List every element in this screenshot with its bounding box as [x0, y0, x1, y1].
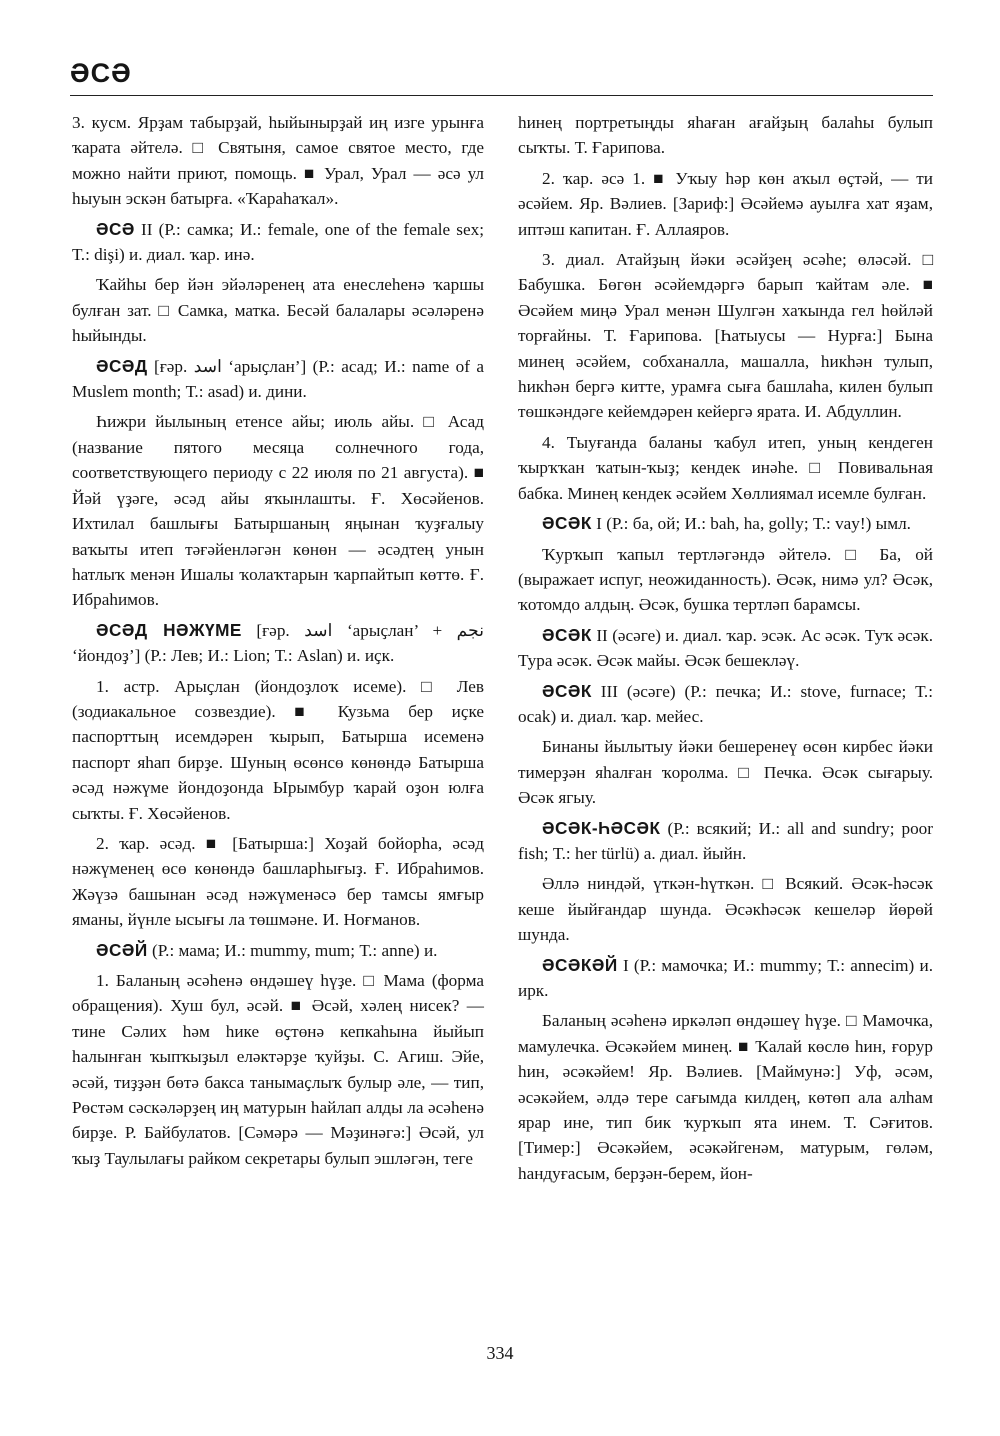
right-paragraph	[518, 430, 933, 506]
right-paragraph	[518, 247, 933, 425]
right-paragraph	[518, 542, 933, 618]
entry-text: һинең портретыңды яһаған ағайҙың балаһы булып сыҡты. Т. Ғарипова.	[518, 113, 933, 158]
entry-text: I (Р.: ба, ой; И.: bah, ha, golly; Т.: vay!) ымл.	[591, 514, 911, 534]
left-paragraph	[72, 272, 484, 348]
left-paragraph	[72, 968, 484, 1171]
entry-text: III (әсәге) (Р.: печка; И.: stove, furnace; Т.: ocak) и. диал. ҡар. мейес.	[518, 681, 933, 726]
entry-text: Бинаны йылытыу йәки бешеренеү өсөн кирбес йәки тимерҙән яһалған ҡоролма. □ Печка. Әсәк сығарыу. Әсәк ягыу.	[518, 737, 933, 808]
headword: ӘСӘ	[96, 218, 135, 239]
left-entry	[72, 354, 484, 405]
right-paragraph	[518, 166, 933, 242]
entry-text: [ғәр. اسد ‘арыҫлан’] (Р.: асад; И.: name of a Muslem month; Т.: asad) и. дини.	[72, 356, 484, 402]
entry-text: 1. астр. Арыҫлан (йондоҙлоҡ исеме). □ Лев (зодиакальное созвездие). ■ Кузьма бер иҫке паспорттың исемдәрен ҡырып, Батырша исеменә паспорт яһап бирҙе. Шуның өсөнсө көнөндә Батырша әсәд нәжүме йондоҙонда Ырымбур ҡарай оҙон юлға сыҡты. Ғ. Хөсәйенов.	[72, 676, 484, 823]
entry-text: II (Р.: самка; И.: female, one of the female sex; Т.: dişi) и. диал. ҡар. инә.	[72, 219, 484, 265]
right-column	[518, 110, 933, 1191]
entry-text: Әллә ниндәй, үткән-һүткән. □ Всякий. Әсәк-һәсәк кеше йыйғандар шунда. Әсәкһәсәк кешеләр йөрөй шунда.	[518, 874, 933, 945]
right-entry	[518, 816, 933, 867]
left-paragraph	[72, 831, 484, 933]
right-paragraph	[518, 871, 933, 947]
entry-text: 1. Баланың әсәһенә өндәшеү һүҙе. □ Мама (форма обращения). Хуш бул, әсәй. ■ Әсәй, хәлең нисек? — тине Сәлих һәм һике өҫтөнә кепкаһына йыйып һалынған ҡыпҡыҙыл еләктәрҙе ҡуйҙы. С. Агиш. Эйе, әсәй, тиҙҙән бөтә бакса танымаҫлыҡ булыр әле, — тип, Рөстәм сәскәләрҙең иң матурын һайлап алды ла әсәһенә бирҙе. Р. Байбулатов. [Сәмәрә — Мәҙинәгә:] Әсәй, ул ҡыҙ Таулылағы райком секретары булып эшләгән, теге	[72, 971, 484, 1168]
left-entry	[72, 618, 484, 669]
entry-text: (Р.: мама; И.: mummy, mum; Т.: anne) и.	[147, 940, 438, 960]
entry-text: 2. ҡар. әсәд. ■ [Батырша:] Хоҙай бойорһа, әсәд нәжүменең өсө көнөндә башларһығыҙ. Ғ. Ибраһимов. Жәүзә башынан әсәд нәжүменәсә бер тамсы ямғыр яманы, йүнле ысығы ла төшмәне. И. Ноғманов.	[72, 833, 484, 930]
left-paragraph	[72, 110, 484, 212]
entry-text: [ғәр. اسد ‘арыҫлан’ + نجم ‘йондоҙ’] (Р.: Лев; И.: Lion; Т.: Aslan) и. иҫк.	[72, 620, 484, 666]
entry-text: II (әсәге) и. диал. ҡар. эсәк. Ас әсәк. Туҡ әсәк. Тура әсәк. Әсәк майы. Әсәк бешекләү.	[518, 625, 933, 671]
right-paragraph	[518, 110, 933, 161]
headword: ӘСӘД НӘЖҮМЕ	[96, 619, 242, 640]
left-entry	[72, 217, 484, 268]
entry-text: Ҡурҡып ҡапыл тертләгәндә әйтелә. □ Ба, ой (выражает испуг, неожиданность). Әсәк, нимә ул? Әсәк, ҡотомдо алдың. Әсәк, бушка тертләп барамсы.	[518, 544, 933, 615]
left-entry	[72, 938, 484, 963]
right-entry	[518, 953, 933, 1004]
left-paragraph	[72, 409, 484, 612]
page-number: 334	[486, 1343, 514, 1363]
right-paragraph	[518, 734, 933, 810]
entry-text: 2. ҡар. әсә 1. ■ Уҡыу һәр көн аҡыл өҫтәй, — ти әсәйем. Яр. Вәлиев. [Зариф:] Әсәйемә ауылға хат яҙам, иптәш капитан. Ғ. Аллаяров.	[518, 168, 933, 239]
running-head: ӘСӘ	[70, 58, 132, 88]
headword: ӘСӘК	[542, 624, 592, 645]
entry-text: 3. диал. Атайҙың йәки әсәйҙең әсәһе; өләсәй. □ Бабушка. Бөгөн әсәйемдәргә барып ҡайтам әле. ■ Әсәйем миңә Урал менән Шулгән хаҡында гел һөйләй торғайны. Т. Ғарипова. [Һатыусы — Нурға:] Бына минең әсәйем, собханалла, машалла, һикһән тулып, һикһән бергә китте, урамға сыға башлаһа, килен булып төшкәндәге кейемдәрен кейергә ярата. И. Абдуллин.	[518, 250, 933, 422]
headword: ӘСӘЙ	[96, 939, 148, 960]
right-entry	[518, 511, 933, 536]
right-entry	[518, 623, 933, 674]
headword: ӘСӘК	[542, 513, 592, 534]
entry-text: 4. Тыуғанда баланы ҡабул итеп, уның кендеген ҡырҡҡан ҡатын-ҡыҙ; кендек инәһе. □ Повивальная бабка. Минең кендек әсәйем Хөллиямал исемле булған.	[518, 432, 933, 503]
right-paragraph	[518, 1008, 933, 1186]
header-rule	[70, 95, 933, 96]
entry-text: Һижри йылының етенсе айы; июль айы. □ Асад (название пятого месяца солнечного года, соответствующего периоду с 22 июля по 21 августа). ■ Йәй үҙәге, әсәд айы яҡынлашты. Ғ. Хөсәйенов. Ихтилал башлығы Батыршаның яңынан ҡуҙғалыу ваҡыты итеп тәғәйенләгән көнөн — әсәдтең унын һатлыҡ менән Ишалы ҡолаҡтарын ҡарпайтып көттө. Ғ. Ибраһимов.	[72, 412, 484, 610]
entry-text: 3. кусм. Ярҙам табырҙай, һыйынырҙай иң изге урынға ҡарата әйтелә. □ Святыня, самое святое место, где можно найти приют, помощь. ■ Урал, Урал — әсә ул һыуын эскән батырға. «Ҡараһаҡал».	[72, 113, 484, 209]
headword: ӘСӘД	[96, 355, 148, 376]
headword: ӘСӘК	[542, 680, 592, 701]
headword: ӘСӘК-ҺӘСӘК	[542, 817, 661, 838]
right-entry	[518, 679, 933, 730]
entry-text: I (Р.: мамочка; И.: mummy; Т.: annecim) и. ирк.	[518, 955, 933, 1000]
entry-text: (Р.: всякий; И.: all and sundry; poor fish; Т.: her türlü) а. диал. йыйн.	[518, 818, 933, 863]
left-column	[72, 110, 484, 1176]
headword: ӘСӘКӘЙ	[542, 954, 618, 975]
entry-text: Ҡайһы бер йән эйәләренең ата енеслеһенә ҡаршы булған зат. □ Самка, матка. Бесәй балалары әсәләренә һыйынды.	[72, 275, 484, 346]
left-paragraph	[72, 674, 484, 826]
entry-text: Баланың әсәһенә иркәләп өндәшеү һүҙе. □ Мамочка, мамулечка. Әсәкәйем минең. ■ Ҡалай көслө һин, ғорур һин, әсәкәйем! Яр. Вәлиев. [Маймунә:] Уф, әсәм, әсәкәйем, әлдә тере сағымда килдең, көтөп ала алһам ярар ине, тип бик ҡурҡып ята инем. Т. Сәғитов. [Тимер:] Әсәкәйем, әсәкәйгенәм, матурым, гөләм, һандуғасым, берҙән-берем, йон-	[518, 1011, 933, 1183]
